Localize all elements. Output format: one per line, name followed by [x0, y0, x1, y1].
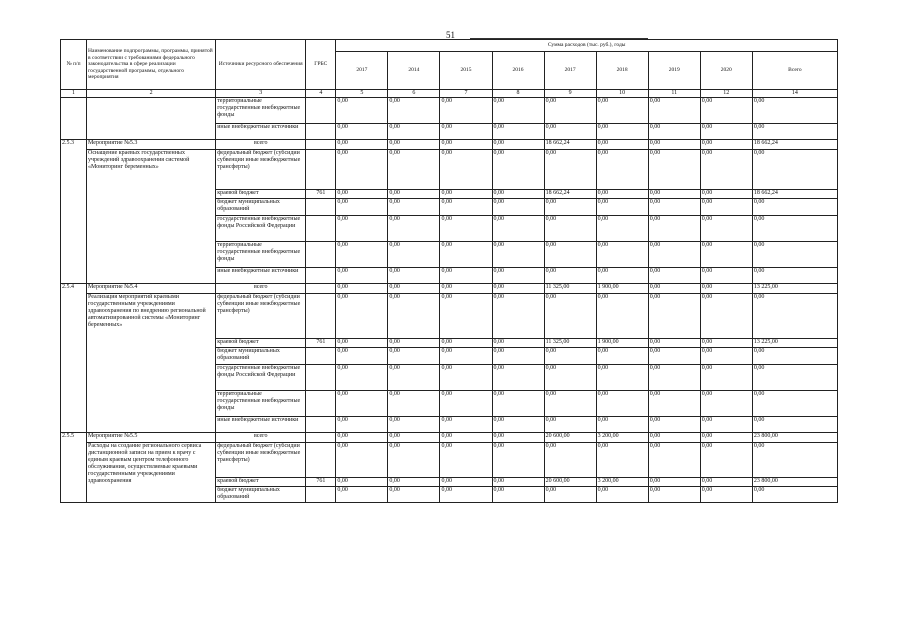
row-value: 0,00 — [544, 443, 596, 478]
row-value: 0,00 — [336, 348, 388, 365]
row-grbs — [306, 124, 336, 140]
row-value: 3 200,00 — [596, 478, 648, 487]
header-year: 2015 — [440, 52, 492, 90]
header-year: 2016 — [492, 52, 544, 90]
row-value: 0,00 — [440, 124, 492, 140]
row-value: 0,00 — [336, 124, 388, 140]
row-value: 0,00 — [596, 150, 648, 190]
row-value: 18 662,24 — [752, 190, 837, 199]
row-value: 0,00 — [648, 478, 700, 487]
row-value: 0,00 — [492, 216, 544, 242]
row-source: бюджет муниципальных образований — [216, 199, 306, 216]
row-number: 2.5.5 — [61, 433, 87, 503]
column-index: 5 — [336, 90, 388, 98]
row-value: 0,00 — [388, 216, 440, 242]
header-year: 2014 — [388, 52, 440, 90]
row-value: 0,00 — [336, 98, 388, 124]
row-value: 0,00 — [700, 294, 752, 339]
row-value: 0,00 — [492, 199, 544, 216]
row-value: 0,00 — [440, 339, 492, 348]
row-value: 0,00 — [388, 284, 440, 294]
row-value: 0,00 — [648, 487, 700, 503]
row-value: 0,00 — [388, 268, 440, 284]
row-value: 0,00 — [440, 365, 492, 391]
row-value: 13 225,00 — [752, 284, 837, 294]
row-source: территориальные государственные внебюджетные фонды — [216, 98, 306, 124]
table-row — [61, 140, 838, 150]
row-value: 0,00 — [700, 242, 752, 268]
row-value: 0,00 — [648, 199, 700, 216]
row-source: государственные внебюджетные фонды Российской Федерации — [216, 365, 306, 391]
row-source: федеральный бюджет (субсидии субвенции иные межбюджетные трансферты) — [216, 443, 306, 478]
row-grbs — [306, 216, 336, 242]
row-source: иные внебюджетные источники — [216, 417, 306, 433]
table-row — [61, 98, 838, 124]
header-name: Наименование подпрограммы, программы, принятой в соответствии с требованиями федерального законодательства в сфере реализации государственной программы, отдельного мероприятия — [87, 40, 216, 90]
row-name: Мероприятие №5.4 — [87, 284, 216, 294]
row-value: 0,00 — [388, 339, 440, 348]
row-source: краевой бюджет — [216, 478, 306, 487]
row-value: 0,00 — [648, 268, 700, 284]
row-value: 0,00 — [700, 487, 752, 503]
row-grbs: 761 — [306, 478, 336, 487]
header-grbs: ГРБС — [306, 40, 336, 90]
row-value: 0,00 — [700, 478, 752, 487]
row-value: 0,00 — [700, 268, 752, 284]
row-value: 0,00 — [596, 294, 648, 339]
header-year: Всего — [752, 52, 837, 90]
expenditure-table — [60, 39, 838, 503]
row-value: 0,00 — [388, 365, 440, 391]
row-value: 0,00 — [648, 294, 700, 339]
row-number: 2.5.4 — [61, 284, 87, 433]
row-number — [61, 98, 87, 140]
row-value: 0,00 — [492, 487, 544, 503]
row-number: 2.5.3 — [61, 140, 87, 284]
row-value: 0,00 — [336, 268, 388, 284]
row-value: 1 900,00 — [596, 339, 648, 348]
row-value: 0,00 — [440, 216, 492, 242]
row-name: Оснащение краевых государственных учреждений здравоохранения системой «Мониторинг беременных» — [87, 150, 216, 284]
row-value: 18 662,24 — [752, 140, 837, 150]
row-value: 0,00 — [648, 98, 700, 124]
row-value: 0,00 — [596, 443, 648, 478]
row-value: 0,00 — [336, 391, 388, 417]
row-value: 0,00 — [544, 417, 596, 433]
row-value: 0,00 — [700, 443, 752, 478]
row-source: краевой бюджет — [216, 190, 306, 199]
row-value: 0,00 — [336, 216, 388, 242]
column-index: 8 — [492, 90, 544, 98]
row-source: всего — [216, 433, 306, 443]
table-row — [61, 433, 838, 443]
row-value: 0,00 — [752, 417, 837, 433]
row-value: 0,00 — [492, 190, 544, 199]
row-value: 0,00 — [440, 478, 492, 487]
row-source: федеральный бюджет (субсидии субвенции иные межбюджетные трансферты) — [216, 150, 306, 190]
row-grbs — [306, 284, 336, 294]
column-index: 6 — [388, 90, 440, 98]
row-value: 23 800,00 — [752, 433, 837, 443]
column-index: 1 — [61, 90, 87, 98]
row-value: 0,00 — [544, 98, 596, 124]
row-name: Реализация мероприятий краевыми государственными учреждениями здравоохранения по внедрению региональной автоматизированной системы «Мониторинг беременных» — [87, 294, 216, 433]
header-year: 2018 — [596, 52, 648, 90]
row-value: 0,00 — [752, 242, 837, 268]
row-value: 0,00 — [596, 365, 648, 391]
row-value: 0,00 — [700, 140, 752, 150]
row-value: 0,00 — [544, 365, 596, 391]
table-row — [61, 284, 838, 294]
row-grbs — [306, 433, 336, 443]
row-value: 0,00 — [388, 140, 440, 150]
row-grbs — [306, 365, 336, 391]
row-value: 0,00 — [648, 443, 700, 478]
row-value: 0,00 — [752, 294, 837, 339]
row-value: 0,00 — [492, 98, 544, 124]
row-value: 0,00 — [648, 417, 700, 433]
row-value: 0,00 — [492, 348, 544, 365]
row-value: 0,00 — [440, 443, 492, 478]
row-name — [87, 98, 216, 140]
header-year: 2017 — [336, 52, 388, 90]
header-year: 2017 — [544, 52, 596, 90]
row-value: 0,00 — [648, 242, 700, 268]
header-year: 2020 — [700, 52, 752, 90]
row-value: 0,00 — [388, 124, 440, 140]
row-value: 0,00 — [700, 190, 752, 199]
row-value: 11 325,00 — [544, 284, 596, 294]
row-value: 3 200,00 — [596, 433, 648, 443]
table-row — [61, 150, 838, 190]
row-value: 0,00 — [440, 487, 492, 503]
row-value: 0,00 — [752, 391, 837, 417]
row-value: 0,00 — [752, 98, 837, 124]
row-value: 0,00 — [336, 140, 388, 150]
row-value: 0,00 — [544, 294, 596, 339]
row-value: 0,00 — [492, 294, 544, 339]
row-value: 0,00 — [336, 478, 388, 487]
column-index: 12 — [700, 90, 752, 98]
row-value: 0,00 — [440, 268, 492, 284]
row-value: 0,00 — [700, 98, 752, 124]
row-grbs — [306, 242, 336, 268]
row-value: 0,00 — [492, 443, 544, 478]
column-index: 4 — [306, 90, 336, 98]
row-value: 0,00 — [752, 348, 837, 365]
row-value: 0,00 — [700, 348, 752, 365]
row-value: 0,00 — [492, 339, 544, 348]
row-value: 0,00 — [440, 391, 492, 417]
row-value: 0,00 — [752, 124, 837, 140]
row-value: 0,00 — [544, 216, 596, 242]
row-value: 0,00 — [336, 284, 388, 294]
row-value: 0,00 — [544, 199, 596, 216]
row-value: 0,00 — [440, 242, 492, 268]
row-value: 0,00 — [700, 216, 752, 242]
row-source: иные внебюджетные источники — [216, 268, 306, 284]
row-value: 0,00 — [492, 284, 544, 294]
row-value: 0,00 — [752, 150, 837, 190]
table-row — [61, 443, 838, 478]
column-index: 7 — [440, 90, 492, 98]
row-value: 0,00 — [388, 417, 440, 433]
row-value: 0,00 — [440, 417, 492, 433]
row-source: всего — [216, 140, 306, 150]
row-value: 0,00 — [388, 391, 440, 417]
header-num: № п/п — [61, 40, 87, 90]
row-value: 0,00 — [648, 339, 700, 348]
row-value: 0,00 — [388, 478, 440, 487]
row-value: 0,00 — [492, 268, 544, 284]
row-value: 0,00 — [700, 284, 752, 294]
row-value: 0,00 — [492, 365, 544, 391]
row-value: 0,00 — [388, 199, 440, 216]
row-value: 0,00 — [700, 124, 752, 140]
row-value: 0,00 — [544, 268, 596, 284]
row-source: бюджет муниципальных образований — [216, 348, 306, 365]
row-value: 0,00 — [440, 150, 492, 190]
row-value: 0,00 — [648, 433, 700, 443]
column-index: 11 — [648, 90, 700, 98]
row-value: 0,00 — [700, 433, 752, 443]
row-value: 13 225,00 — [752, 339, 837, 348]
row-value: 0,00 — [752, 216, 837, 242]
row-value: 0,00 — [388, 433, 440, 443]
row-value: 0,00 — [596, 199, 648, 216]
row-value: 0,00 — [752, 199, 837, 216]
row-value: 0,00 — [596, 417, 648, 433]
row-value: 0,00 — [388, 98, 440, 124]
row-grbs: 761 — [306, 339, 336, 348]
row-value: 0,00 — [336, 433, 388, 443]
row-value: 0,00 — [648, 124, 700, 140]
row-value: 0,00 — [336, 417, 388, 433]
row-grbs — [306, 348, 336, 365]
row-name: Расходы на создание регионального сервиса дистанционной записи на прием к врачу с единым краевым центром телефонного обслуживания, осуществляемые краевыми государственными учреждениями здравоохранения — [87, 443, 216, 503]
row-value: 0,00 — [700, 339, 752, 348]
row-value: 0,00 — [752, 443, 837, 478]
row-value: 0,00 — [440, 199, 492, 216]
column-index: 2 — [87, 90, 216, 98]
header-year: 2019 — [648, 52, 700, 90]
row-value: 0,00 — [700, 199, 752, 216]
row-source: территориальные государственные внебюджетные фонды — [216, 391, 306, 417]
row-value: 0,00 — [648, 284, 700, 294]
row-value: 18 662,24 — [544, 190, 596, 199]
row-value: 0,00 — [388, 190, 440, 199]
row-value: 0,00 — [544, 391, 596, 417]
row-value: 0,00 — [492, 417, 544, 433]
row-value: 0,00 — [596, 124, 648, 140]
row-value: 0,00 — [336, 190, 388, 199]
row-value: 0,00 — [596, 348, 648, 365]
row-source: территориальные государственные внебюджетные фонды — [216, 242, 306, 268]
row-value: 0,00 — [336, 365, 388, 391]
row-value: 20 600,00 — [544, 478, 596, 487]
row-value: 0,00 — [492, 124, 544, 140]
row-value: 0,00 — [596, 242, 648, 268]
row-value: 0,00 — [596, 268, 648, 284]
row-grbs — [306, 98, 336, 124]
column-index: 10 — [596, 90, 648, 98]
row-value: 0,00 — [388, 348, 440, 365]
row-value: 0,00 — [544, 150, 596, 190]
row-value: 0,00 — [492, 150, 544, 190]
row-value: 0,00 — [648, 140, 700, 150]
row-value: 0,00 — [336, 294, 388, 339]
row-grbs — [306, 268, 336, 284]
row-grbs — [306, 150, 336, 190]
row-name: Мероприятие №5.5 — [87, 433, 216, 443]
column-index: 9 — [544, 90, 596, 98]
row-value: 0,00 — [388, 443, 440, 478]
row-grbs — [306, 443, 336, 478]
row-value: 0,00 — [544, 348, 596, 365]
row-value: 0,00 — [596, 216, 648, 242]
row-value: 0,00 — [752, 365, 837, 391]
row-value: 0,00 — [336, 443, 388, 478]
row-value: 0,00 — [492, 140, 544, 150]
row-value: 0,00 — [700, 417, 752, 433]
row-grbs — [306, 391, 336, 417]
row-value: 0,00 — [492, 391, 544, 417]
row-value: 0,00 — [388, 487, 440, 503]
header-source: Источники ресурсного обеспечения — [216, 40, 306, 90]
row-value: 0,00 — [336, 339, 388, 348]
row-value: 0,00 — [648, 190, 700, 199]
row-value: 18 662,24 — [544, 140, 596, 150]
header-sum: Сумма расходов (тыс. руб.), годы — [336, 40, 838, 52]
row-value: 0,00 — [752, 268, 837, 284]
row-value: 0,00 — [492, 478, 544, 487]
row-value: 0,00 — [700, 391, 752, 417]
row-value: 0,00 — [648, 391, 700, 417]
row-value: 0,00 — [544, 242, 596, 268]
row-value: 20 600,00 — [544, 433, 596, 443]
row-value: 0,00 — [440, 140, 492, 150]
row-value: 23 800,00 — [752, 478, 837, 487]
row-source: бюджет муниципальных образований — [216, 487, 306, 503]
row-value: 0,00 — [440, 294, 492, 339]
row-value: 0,00 — [700, 365, 752, 391]
column-index: 3 — [216, 90, 306, 98]
row-value: 0,00 — [336, 242, 388, 268]
row-name: Мероприятие №5.3 — [87, 140, 216, 150]
row-grbs — [306, 199, 336, 216]
table-row — [61, 294, 838, 339]
row-grbs: 761 — [306, 190, 336, 199]
row-value: 0,00 — [388, 150, 440, 190]
column-index: 14 — [752, 90, 837, 98]
row-value: 0,00 — [648, 348, 700, 365]
row-value: 0,00 — [492, 242, 544, 268]
row-value: 0,00 — [648, 150, 700, 190]
row-value: 0,00 — [700, 150, 752, 190]
row-value: 0,00 — [648, 365, 700, 391]
row-source: краевой бюджет — [216, 339, 306, 348]
row-value: 0,00 — [440, 98, 492, 124]
row-value: 0,00 — [336, 487, 388, 503]
row-grbs — [306, 294, 336, 339]
row-value: 0,00 — [440, 348, 492, 365]
row-value: 0,00 — [596, 98, 648, 124]
row-value: 0,00 — [440, 433, 492, 443]
row-value: 0,00 — [596, 391, 648, 417]
row-value: 0,00 — [440, 284, 492, 294]
row-value: 0,00 — [336, 199, 388, 216]
row-value: 11 325,00 — [544, 339, 596, 348]
row-value: 0,00 — [544, 124, 596, 140]
row-value: 0,00 — [596, 140, 648, 150]
page-number: 51 — [446, 30, 455, 40]
row-value: 0,00 — [492, 433, 544, 443]
row-source: всего — [216, 284, 306, 294]
row-source: государственные внебюджетные фонды Российской Федерации — [216, 216, 306, 242]
row-value: 0,00 — [596, 487, 648, 503]
row-value: 0,00 — [388, 242, 440, 268]
row-value: 0,00 — [752, 487, 837, 503]
row-value: 0,00 — [596, 190, 648, 199]
row-source: федеральный бюджет (субсидии субвенции иные межбюджетные трансферты) — [216, 294, 306, 339]
row-value: 0,00 — [440, 190, 492, 199]
row-value: 0,00 — [336, 150, 388, 190]
row-value: 0,00 — [648, 216, 700, 242]
row-value: 0,00 — [544, 487, 596, 503]
row-value: 1 900,00 — [596, 284, 648, 294]
row-grbs — [306, 417, 336, 433]
row-grbs — [306, 487, 336, 503]
row-value: 0,00 — [388, 294, 440, 339]
row-source: иные внебюджетные источники — [216, 124, 306, 140]
row-grbs — [306, 140, 336, 150]
